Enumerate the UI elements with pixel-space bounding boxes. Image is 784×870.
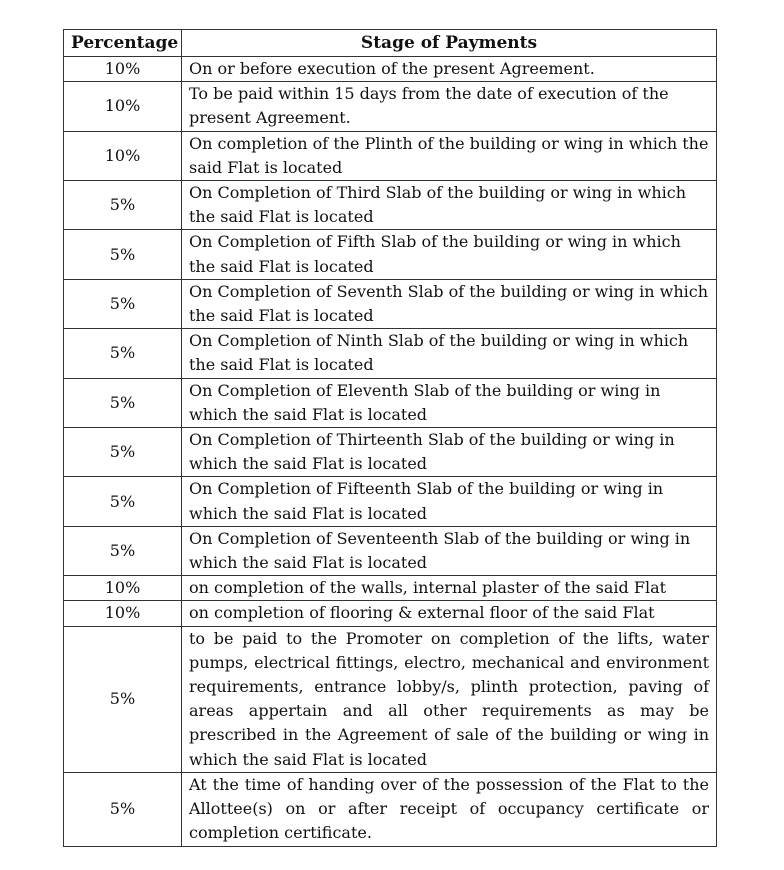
table-header-row [64,30,717,57]
stage-cell: On Completion of Seventh Slab of the building or wing in which the said Flat is located [182,279,717,328]
percentage-cell: 5% [64,329,182,378]
stage-cell: At the time of handing over of the possession of the Flat to the Allottee(s) on or after receipt of occupancy certificate or completion certificate. [182,772,717,846]
percentage-cell: 5% [64,279,182,328]
percentage-cell: 10% [64,131,182,180]
table-row [64,230,717,279]
percentage-cell: 5% [64,477,182,526]
percentage-cell: 10% [64,601,182,626]
table-row [64,131,717,180]
percentage-cell: 5% [64,378,182,427]
stage-cell: On Completion of Fifth Slab of the building or wing in which the said Flat is located [182,230,717,279]
table-row [64,378,717,427]
percentage-cell: 10% [64,57,182,82]
percentage-cell: 5% [64,428,182,477]
stage-cell: to be paid to the Promoter on completion of the lifts, water pumps, electrical fittings, electro, mechanical and environment requirements, entrance lobby/s, plinth protection, paving of areas appertain and all other requirements as may be prescribed in the Agreement of sale of the building or wing in which the said Flat is located [182,626,717,772]
stage-cell: On Completion of Seventeenth Slab of the building or wing in which the said Flat is located [182,526,717,575]
percentage-cell: 5% [64,526,182,575]
percentage-cell: 5% [64,230,182,279]
stage-cell: On Completion of Fifteenth Slab of the building or wing in which the said Flat is located [182,477,717,526]
percentage-cell: 10% [64,82,182,131]
stage-cell: on completion of flooring & external floor of the said Flat [182,601,717,626]
payment-schedule-table [63,29,717,847]
stage-column-header: Stage of Payments [182,30,717,57]
stage-cell: On completion of the Plinth of the building or wing in which the said Flat is located [182,131,717,180]
stage-cell: On Completion of Ninth Slab of the building or wing in which the said Flat is located [182,329,717,378]
table-row [64,526,717,575]
table-row [64,626,717,772]
table-row [64,772,717,846]
table-row [64,428,717,477]
table-row [64,576,717,601]
table-row [64,477,717,526]
stage-cell: on completion of the walls, internal plaster of the said Flat [182,576,717,601]
table-row [64,329,717,378]
percentage-column-header: Percentage [64,30,182,57]
stage-cell: On or before execution of the present Agreement. [182,57,717,82]
stage-cell: To be paid within 15 days from the date of execution of the present Agreement. [182,82,717,131]
stage-cell: On Completion of Eleventh Slab of the building or wing in which the said Flat is located [182,378,717,427]
table-row [64,181,717,230]
percentage-cell: 10% [64,576,182,601]
percentage-cell: 5% [64,772,182,846]
percentage-cell: 5% [64,181,182,230]
percentage-cell: 5% [64,626,182,772]
stage-cell: On Completion of Third Slab of the building or wing in which the said Flat is located [182,181,717,230]
table-row [64,279,717,328]
table-row [64,82,717,131]
table-row [64,601,717,626]
stage-cell: On Completion of Thirteenth Slab of the building or wing in which the said Flat is located [182,428,717,477]
table-row [64,57,717,82]
